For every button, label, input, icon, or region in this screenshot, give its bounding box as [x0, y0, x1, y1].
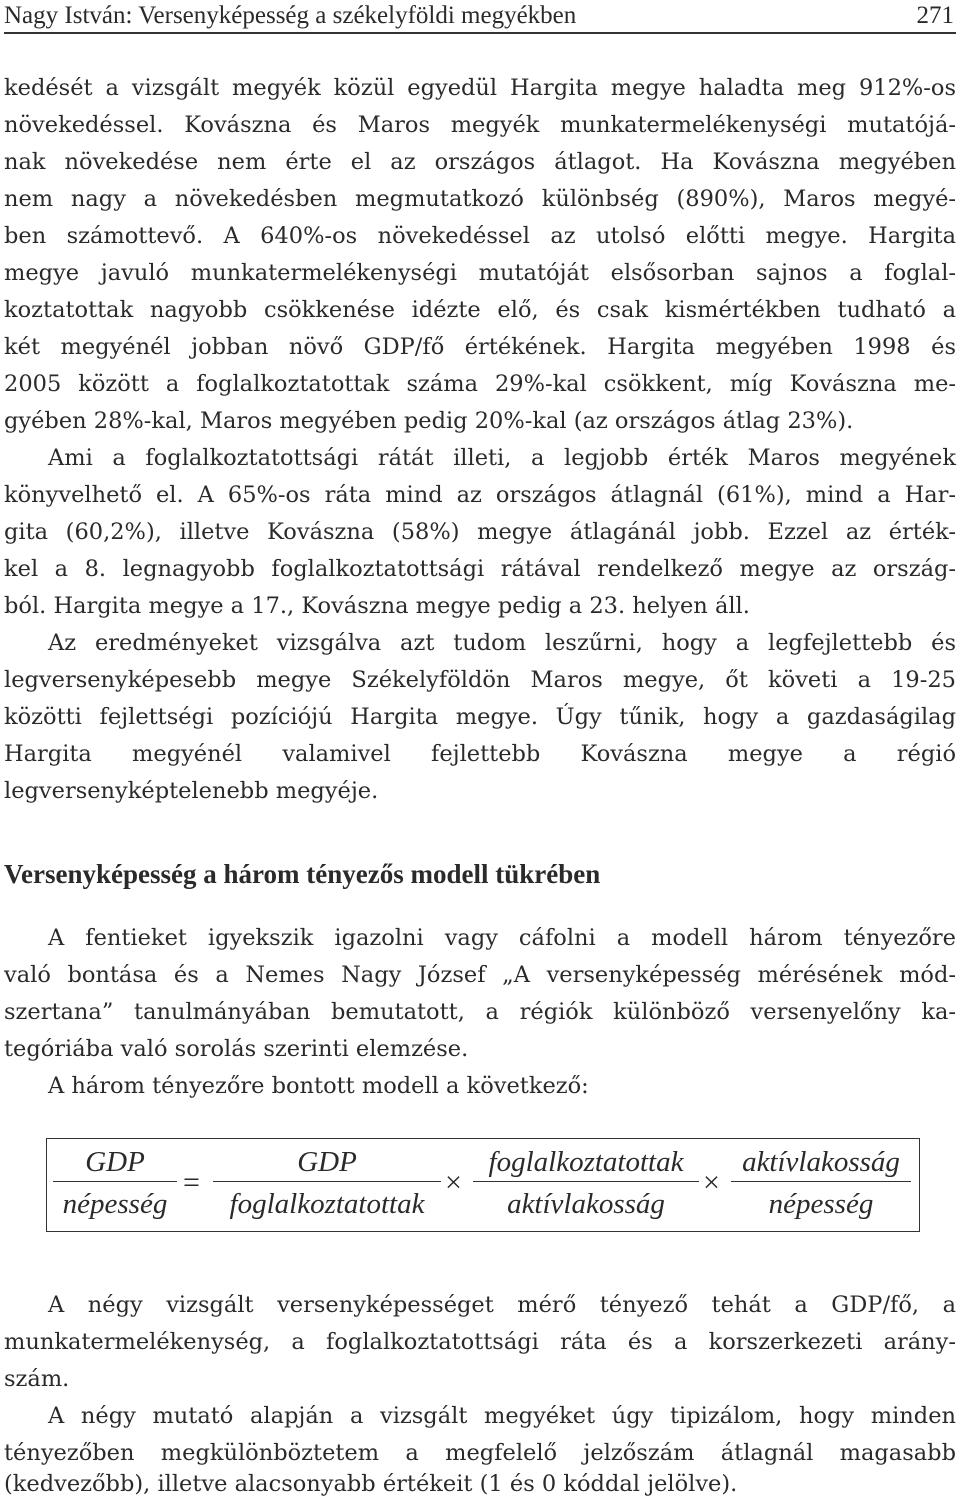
text-line: A négy vizsgált versenyképességet mérő tényező tehát a GDP/fő, a [48, 1292, 956, 1318]
text-line: koztatottak nagyobb csökkenése idézte elő, és csak kismértékben tudható a [4, 297, 956, 323]
text-line: 2005 között a foglalkoztatottak száma 29%-kal csökkent, míg Kovászna me- [4, 371, 956, 397]
section-heading: Versenyképesség a három tényezős modell tükrében [4, 859, 601, 889]
text-line: két megyénél jobban növő GDP/fő értékének. Hargita megyében 1998 és [4, 334, 956, 360]
text-line: tegóriába való sorolás szerinti elemzése. [4, 1036, 469, 1062]
text-line: való bontása és a Nemes Nagy József „A versenyképesség mérésének mód- [4, 962, 956, 988]
text-line: nak növekedése nem érte el az országos átlagot. Ha Kovászna megyében [4, 149, 956, 175]
fraction-denominator: aktívlakosság [507, 1188, 665, 1220]
times-sign: × [703, 1166, 720, 1199]
text-line: gita (60,2%), illetve Kovászna (58%) megye átlagánál jobb. Ezzel az érték- [4, 519, 956, 545]
running-title: Nagy István: Versenyképesség a székelyföldi megyékben [4, 2, 577, 29]
fraction-denominator: népesség [768, 1188, 874, 1220]
fraction-numerator: foglalkoztatottak [473, 1143, 699, 1182]
text-line: szertana” tanulmányában bemutatott, a régiók különböző versenyelőny ka- [4, 999, 956, 1025]
fraction-factor-2 [473, 1143, 699, 1222]
equals-sign: = [183, 1166, 200, 1199]
fraction-denominator: foglalkoztatottak [229, 1188, 425, 1220]
text-line: legversenyképesebb megye Székelyföldön Maros megye, őt követi a 19-25 [4, 667, 956, 693]
text-line: szám. [4, 1366, 70, 1392]
fraction-numerator: GDP [53, 1143, 177, 1182]
text-line: Hargita megyénél valamivel fejlettebb Kovászna megye a régió [4, 741, 956, 767]
fraction-numerator: aktívlakosság [731, 1143, 911, 1182]
fraction-denominator: népesség [62, 1188, 168, 1220]
text-line: növekedéssel. Kovászna és Maros megyék munkatermelékenységi mutatójá- [4, 112, 956, 138]
fraction-lhs [53, 1143, 177, 1222]
text-line: megye javuló munkatermelékenységi mutatóját elsősorban sajnos a foglal- [4, 260, 956, 286]
text-line: ból. Hargita megye a 17., Kovászna megye pedig a 23. helyen áll. [4, 593, 750, 619]
text-line: A fentieket igyekszik igazolni vagy cáfolni a modell három tényezőre [48, 925, 956, 951]
text-line: (kedvezőbb), illetve alacsonyabb értékeit (1 és 0 kóddal jelölve). [4, 1471, 738, 1497]
text-line: Ami a foglalkoztatottsági rátát illeti, a legjobb érték Maros megyének [48, 445, 956, 471]
text-line: munkatermelékenység, a foglalkoztatottsági ráta és a korszerkezeti arány- [4, 1329, 956, 1355]
text-line: legversenyképtelenebb megyéje. [4, 778, 379, 804]
text-line: tényezőben megkülönböztetem a megfelelő jelzőszám átlagnál magasabb [4, 1440, 956, 1466]
text-line: nem nagy a növekedésben megmutatkozó különbség (890%), Maros megyé- [4, 186, 956, 212]
text-line: kedését a vizsgált megyék közül egyedül Hargita megye haladta meg 912%-os [4, 75, 956, 101]
text-line: közötti fejlettségi pozíciójú Hargita megye. Úgy tűnik, hogy a gazdaságilag [4, 704, 956, 730]
text-line: kel a 8. legnagyobb foglalkoztatottsági rátával rendelkező megye az ország- [4, 556, 956, 582]
text-line: Az eredményeket vizsgálva azt tudom leszűrni, hogy a legfejlettebb és [48, 630, 956, 656]
text-line: gyében 28%-kal, Maros megyében pedig 20%-kal (az országos átlag 23%). [4, 408, 854, 434]
page-number: 271 [916, 2, 954, 29]
running-header [4, 0, 956, 34]
fraction-factor-1 [213, 1143, 441, 1222]
text-line: A három tényezőre bontott modell a következő: [48, 1073, 589, 1099]
fraction-numerator: GDP [213, 1143, 441, 1182]
text-line: ben számottevő. A 640%-os növekedéssel az utolsó előtti megye. Hargita [4, 223, 956, 249]
text-line: könyvelhető el. A 65%-os ráta mind az országos átlagnál (61%), mind a Har- [4, 482, 956, 508]
formula-box [46, 1138, 920, 1232]
times-sign: × [445, 1166, 462, 1199]
fraction-factor-3 [731, 1143, 911, 1222]
text-line: A négy mutató alapján a vizsgált megyéket úgy tipizálom, hogy minden [48, 1403, 956, 1429]
